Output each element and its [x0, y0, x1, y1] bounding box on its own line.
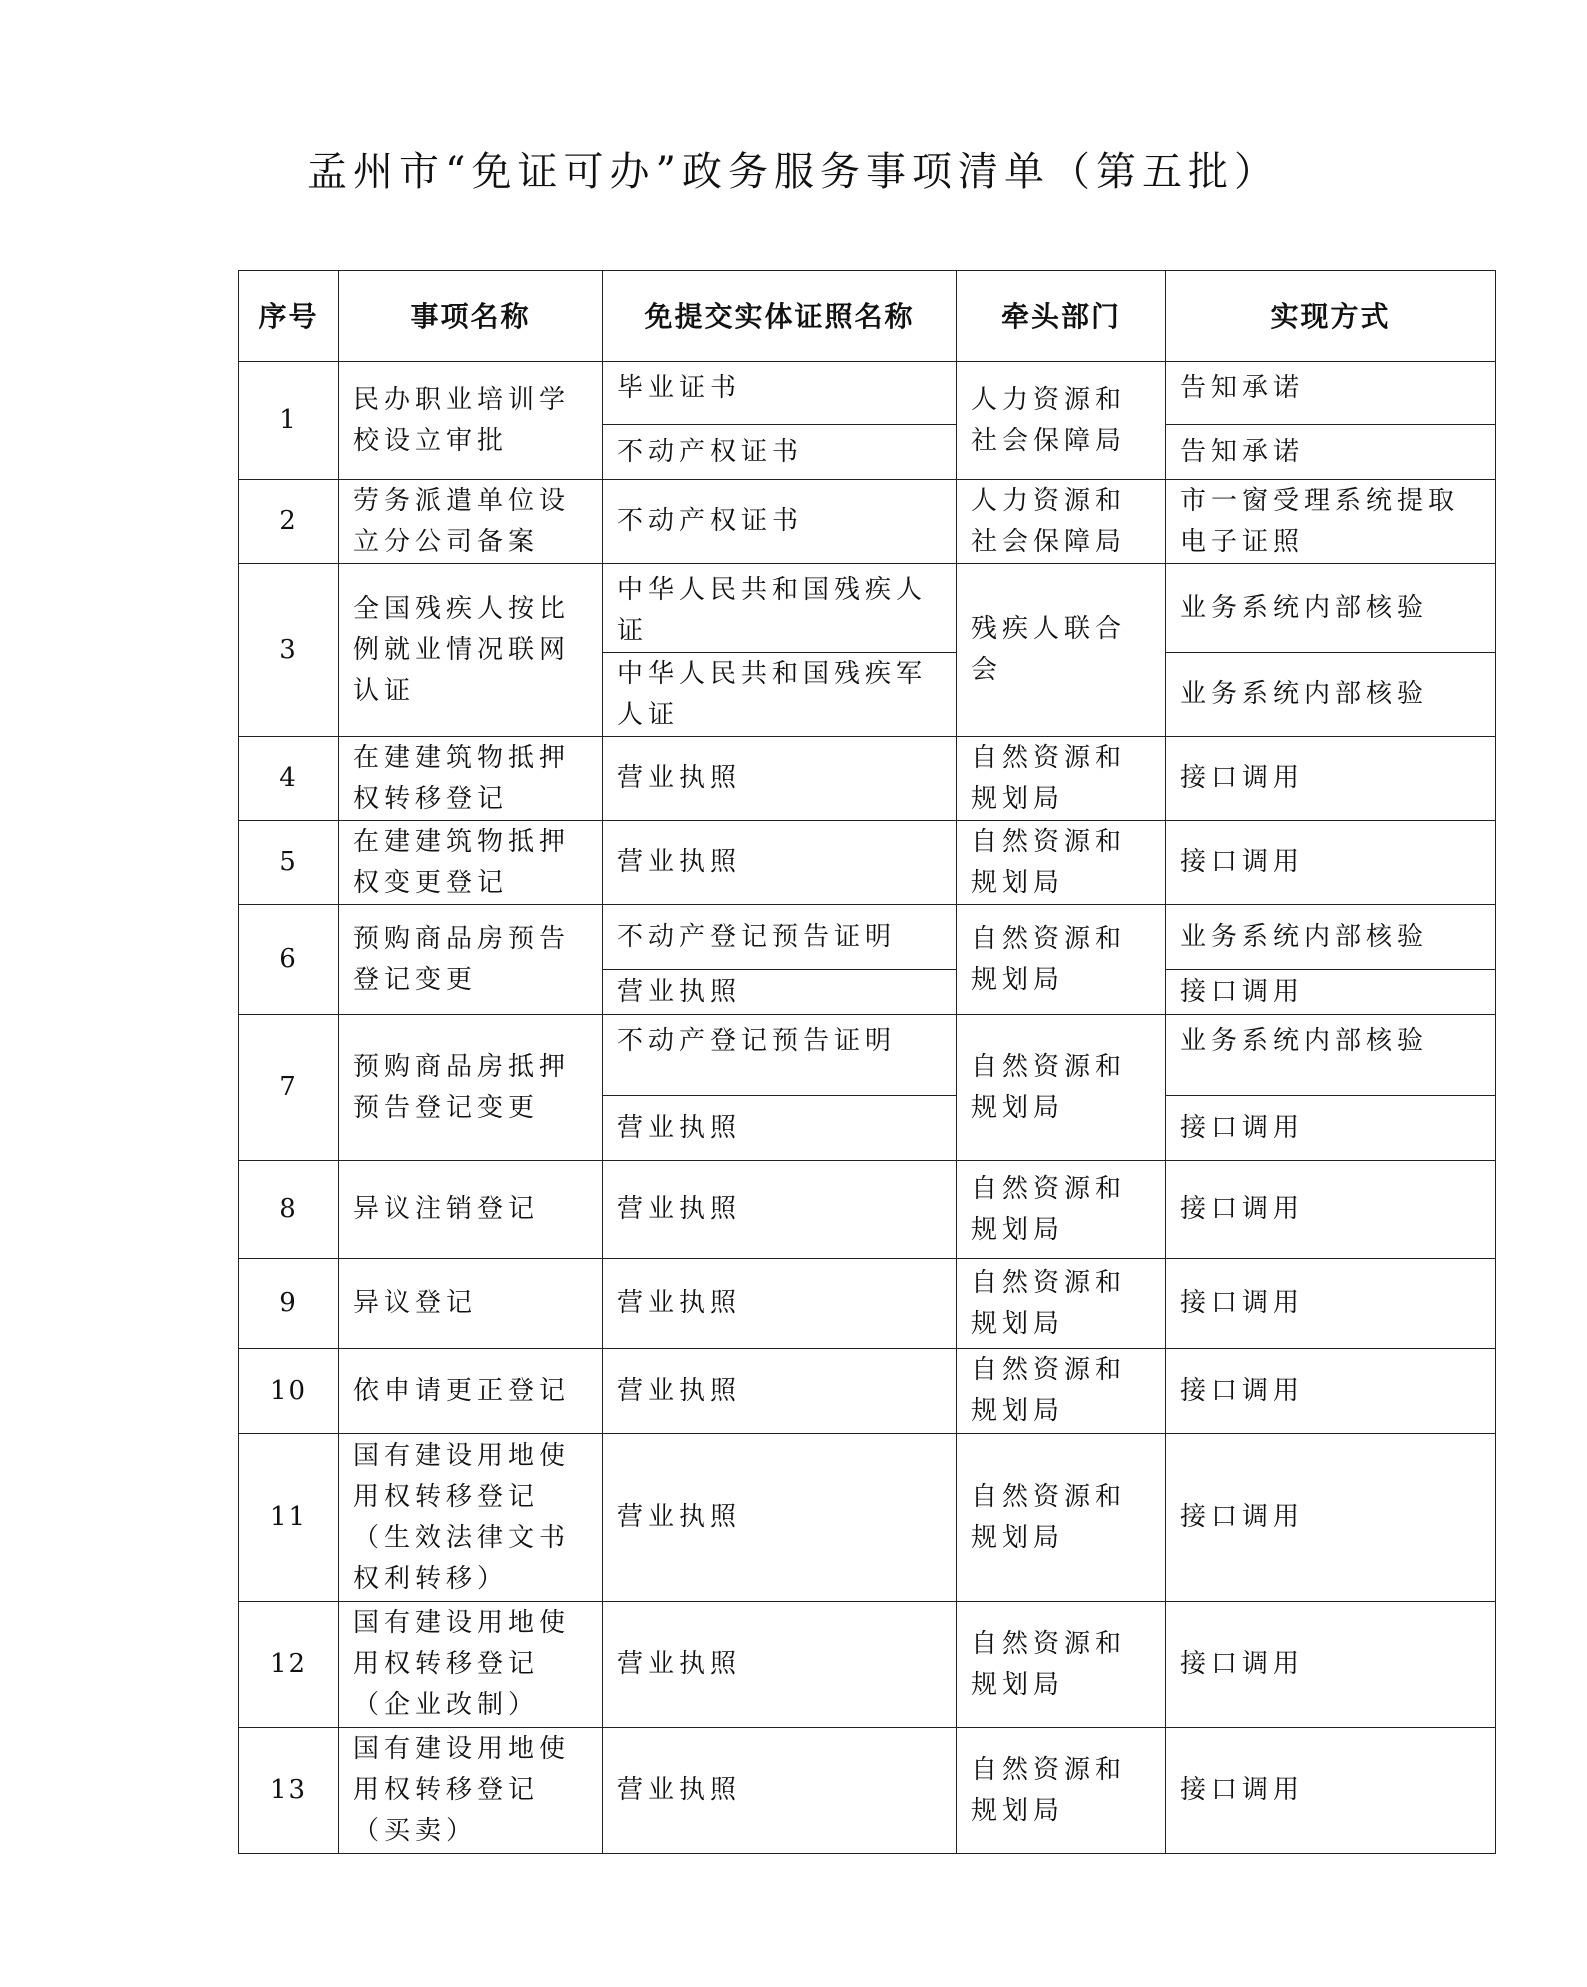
item-name: 国有建设用地使用权转移登记（买卖） — [339, 1728, 603, 1854]
table-row — [239, 1602, 1496, 1728]
row-number: 12 — [239, 1602, 339, 1728]
item-name: 异议登记 — [339, 1259, 603, 1349]
row-number: 2 — [239, 480, 339, 564]
row-number: 7 — [239, 1015, 339, 1161]
header-no: 序号 — [239, 271, 339, 362]
document-name: 不动产登记预告证明 — [603, 1015, 957, 1096]
row-number: 1 — [239, 362, 339, 480]
implementation-method: 业务系统内部核验 — [1166, 653, 1496, 737]
table-row — [239, 1015, 1496, 1096]
item-name: 在建建筑物抵押权变更登记 — [339, 821, 603, 905]
row-number: 3 — [239, 564, 339, 737]
lead-department: 自然资源和规划局 — [957, 1161, 1166, 1259]
item-name: 国有建设用地使用权转移登记（企业改制） — [339, 1602, 603, 1728]
header-method: 实现方式 — [1166, 271, 1496, 362]
lead-department: 自然资源和规划局 — [957, 905, 1166, 1015]
table-row — [239, 1728, 1496, 1854]
implementation-method: 接口调用 — [1166, 1602, 1496, 1728]
implementation-method: 接口调用 — [1166, 1434, 1496, 1602]
lead-department: 自然资源和规划局 — [957, 1349, 1166, 1434]
item-name: 预购商品房抵押预告登记变更 — [339, 1015, 603, 1161]
row-number: 8 — [239, 1161, 339, 1259]
document-name: 中华人民共和国残疾军人证 — [603, 653, 957, 737]
document-name: 营业执照 — [603, 1096, 957, 1161]
implementation-method: 接口调用 — [1166, 821, 1496, 905]
row-number: 4 — [239, 737, 339, 821]
lead-department: 自然资源和规划局 — [957, 1015, 1166, 1161]
item-name: 依申请更正登记 — [339, 1349, 603, 1434]
table-row — [239, 1434, 1496, 1602]
lead-department: 自然资源和规划局 — [957, 737, 1166, 821]
table-row — [239, 1161, 1496, 1259]
item-name: 劳务派遣单位设立分公司备案 — [339, 480, 603, 564]
row-number: 6 — [239, 905, 339, 1015]
item-name: 预购商品房预告登记变更 — [339, 905, 603, 1015]
document-name: 不动产权证书 — [603, 480, 957, 564]
row-number: 10 — [239, 1349, 339, 1434]
page-title: 孟州市“免证可办”政务服务事项清单（第五批） — [307, 149, 1280, 195]
service-items-table — [238, 270, 1496, 1854]
table-row — [239, 1259, 1496, 1349]
implementation-method: 告知承诺 — [1166, 362, 1496, 425]
table-body — [239, 362, 1496, 1854]
document-name: 营业执照 — [603, 1602, 957, 1728]
document-name: 营业执照 — [603, 1434, 957, 1602]
implementation-method: 接口调用 — [1166, 1096, 1496, 1161]
document-name: 营业执照 — [603, 737, 957, 821]
document-name: 营业执照 — [603, 821, 957, 905]
implementation-method: 业务系统内部核验 — [1166, 905, 1496, 970]
lead-department: 人力资源和社会保障局 — [957, 480, 1166, 564]
lead-department: 自然资源和规划局 — [957, 1259, 1166, 1349]
implementation-method: 市一窗受理系统提取电子证照 — [1166, 480, 1496, 564]
lead-department: 自然资源和规划局 — [957, 1434, 1166, 1602]
row-number: 11 — [239, 1434, 339, 1602]
document-name: 营业执照 — [603, 1728, 957, 1854]
row-number: 13 — [239, 1728, 339, 1854]
document-name: 营业执照 — [603, 1161, 957, 1259]
table-row — [239, 564, 1496, 653]
table-row — [239, 1349, 1496, 1434]
table-row — [239, 362, 1496, 425]
table-row — [239, 737, 1496, 821]
lead-department: 自然资源和规划局 — [957, 1728, 1166, 1854]
header-docs: 免提交实体证照名称 — [603, 271, 957, 362]
item-name: 在建建筑物抵押权转移登记 — [339, 737, 603, 821]
document-name: 营业执照 — [603, 1349, 957, 1434]
lead-department: 自然资源和规划局 — [957, 821, 1166, 905]
row-number: 5 — [239, 821, 339, 905]
document-name: 营业执照 — [603, 970, 957, 1015]
implementation-method: 接口调用 — [1166, 1161, 1496, 1259]
header-item: 事项名称 — [339, 271, 603, 362]
table-row — [239, 480, 1496, 564]
header-dept: 牵头部门 — [957, 271, 1166, 362]
table-row — [239, 905, 1496, 970]
implementation-method: 告知承诺 — [1166, 425, 1496, 480]
item-name: 全国残疾人按比例就业情况联网认证 — [339, 564, 603, 737]
implementation-method: 接口调用 — [1166, 970, 1496, 1015]
table-header-row — [239, 271, 1496, 362]
implementation-method: 业务系统内部核验 — [1166, 1015, 1496, 1096]
lead-department: 人力资源和社会保障局 — [957, 362, 1166, 480]
document-name: 不动产权证书 — [603, 425, 957, 480]
document-name: 不动产登记预告证明 — [603, 905, 957, 970]
item-name: 异议注销登记 — [339, 1161, 603, 1259]
lead-department: 残疾人联合会 — [957, 564, 1166, 737]
implementation-method: 接口调用 — [1166, 737, 1496, 821]
implementation-method: 接口调用 — [1166, 1349, 1496, 1434]
document-name: 营业执照 — [603, 1259, 957, 1349]
lead-department: 自然资源和规划局 — [957, 1602, 1166, 1728]
table-row — [239, 821, 1496, 905]
item-name: 国有建设用地使用权转移登记（生效法律文书权利转移） — [339, 1434, 603, 1602]
document-name: 毕业证书 — [603, 362, 957, 425]
implementation-method: 接口调用 — [1166, 1728, 1496, 1854]
implementation-method: 接口调用 — [1166, 1259, 1496, 1349]
document-name: 中华人民共和国残疾人证 — [603, 564, 957, 653]
item-name: 民办职业培训学校设立审批 — [339, 362, 603, 480]
implementation-method: 业务系统内部核验 — [1166, 564, 1496, 653]
row-number: 9 — [239, 1259, 339, 1349]
